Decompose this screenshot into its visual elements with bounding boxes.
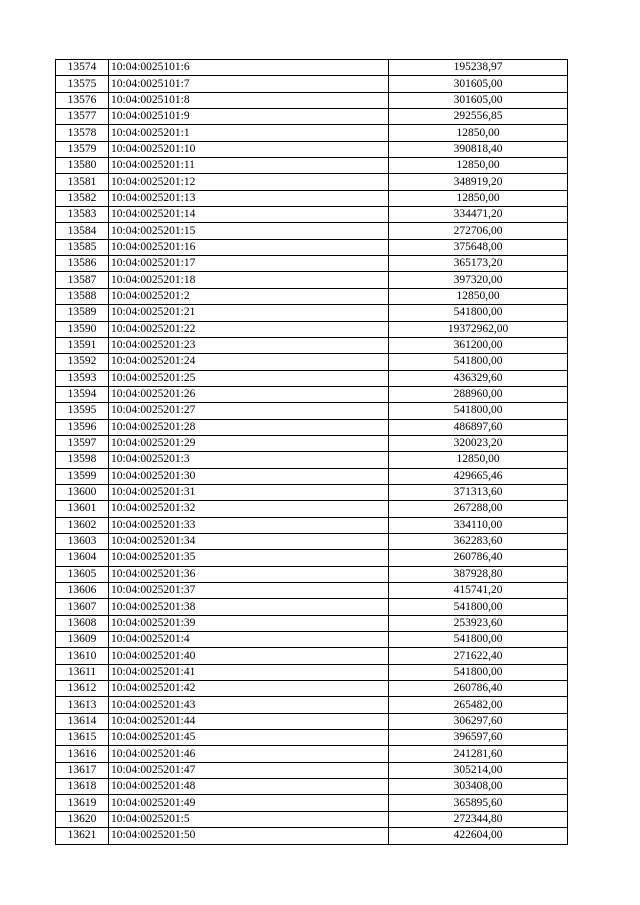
table-row [56,256,568,272]
table-row [56,615,568,631]
cadastral-number-cell: 10:04:0025201:14 [109,207,389,223]
cadastral-number-cell: 10:04:0025201:34 [109,533,389,549]
table-row [56,60,568,76]
table-row [56,828,568,844]
amount-cell: 361200,00 [389,337,568,353]
row-number-cell: 13576 [56,92,109,108]
cadastral-number-cell: 10:04:0025201:23 [109,337,389,353]
cadastral-number-cell: 10:04:0025101:7 [109,76,389,92]
cadastral-number-cell: 10:04:0025201:30 [109,468,389,484]
row-number-cell: 13617 [56,762,109,778]
row-number-cell: 13605 [56,566,109,582]
amount-cell: 371313,60 [389,484,568,500]
table-row [56,648,568,664]
amount-cell: 486897,60 [389,419,568,435]
amount-cell: 375648,00 [389,239,568,255]
table-row [56,223,568,239]
row-number-cell: 13616 [56,746,109,762]
amount-cell: 253923,60 [389,615,568,631]
table-row [56,730,568,746]
table-row [56,533,568,549]
cadastral-number-cell: 10:04:0025201:21 [109,305,389,321]
row-number-cell: 13593 [56,370,109,386]
table-row [56,501,568,517]
amount-cell: 260786,40 [389,681,568,697]
table-row [56,795,568,811]
row-number-cell: 13601 [56,501,109,517]
cadastral-number-cell: 10:04:0025201:15 [109,223,389,239]
cadastral-number-cell: 10:04:0025201:16 [109,239,389,255]
amount-cell: 292556,85 [389,109,568,125]
cadastral-number-cell: 10:04:0025201:33 [109,517,389,533]
row-number-cell: 13615 [56,730,109,746]
row-number-cell: 13583 [56,207,109,223]
table-row [56,435,568,451]
cadastral-number-cell: 10:04:0025201:12 [109,174,389,190]
cadastral-number-cell: 10:04:0025201:38 [109,599,389,615]
table-row [56,632,568,648]
amount-cell: 429665,46 [389,468,568,484]
row-number-cell: 13579 [56,141,109,157]
row-number-cell: 13581 [56,174,109,190]
amount-cell: 265482,00 [389,697,568,713]
amount-cell: 541800,00 [389,354,568,370]
row-number-cell: 13578 [56,125,109,141]
cadastral-number-cell: 10:04:0025201:5 [109,811,389,827]
table-row [56,811,568,827]
amount-cell: 195238,97 [389,60,568,76]
amount-cell: 301605,00 [389,76,568,92]
row-number-cell: 13607 [56,599,109,615]
amount-cell: 12850,00 [389,158,568,174]
row-number-cell: 13597 [56,435,109,451]
cadastral-number-cell: 10:04:0025101:6 [109,60,389,76]
cadastral-number-cell: 10:04:0025201:25 [109,370,389,386]
cadastral-number-cell: 10:04:0025201:3 [109,452,389,468]
table-row [56,141,568,157]
table-row [56,583,568,599]
amount-cell: 320023,20 [389,435,568,451]
table-row [56,517,568,533]
cadastral-number-cell: 10:04:0025201:29 [109,435,389,451]
table-row [56,370,568,386]
cadastral-number-cell: 10:04:0025201:17 [109,256,389,272]
table-row [56,779,568,795]
amount-cell: 365173,20 [389,256,568,272]
amount-cell: 541800,00 [389,632,568,648]
cadastral-number-cell: 10:04:0025101:8 [109,92,389,108]
table-row [56,599,568,615]
amount-cell: 272706,00 [389,223,568,239]
row-number-cell: 13598 [56,452,109,468]
cadastral-number-cell: 10:04:0025201:44 [109,713,389,729]
table-row [56,468,568,484]
table-row [56,664,568,680]
row-number-cell: 13594 [56,386,109,402]
cadastral-number-cell: 10:04:0025201:42 [109,681,389,697]
amount-cell: 397320,00 [389,272,568,288]
amount-cell: 306297,60 [389,713,568,729]
amount-cell: 334471,20 [389,207,568,223]
amount-cell: 267288,00 [389,501,568,517]
row-number-cell: 13584 [56,223,109,239]
table-row [56,190,568,206]
cadastral-number-cell: 10:04:0025201:37 [109,583,389,599]
cadastral-number-cell: 10:04:0025201:4 [109,632,389,648]
cadastral-number-cell: 10:04:0025201:47 [109,762,389,778]
amount-cell: 348919,20 [389,174,568,190]
amount-cell: 396597,60 [389,730,568,746]
table-row [56,762,568,778]
row-number-cell: 13618 [56,779,109,795]
row-number-cell: 13592 [56,354,109,370]
cadastral-number-cell: 10:04:0025201:27 [109,403,389,419]
row-number-cell: 13620 [56,811,109,827]
cadastral-number-cell: 10:04:0025201:45 [109,730,389,746]
row-number-cell: 13574 [56,60,109,76]
table-row [56,272,568,288]
row-number-cell: 13608 [56,615,109,631]
table-row [56,386,568,402]
cadastral-number-cell: 10:04:0025201:24 [109,354,389,370]
row-number-cell: 13606 [56,583,109,599]
table-row [56,713,568,729]
row-number-cell: 13614 [56,713,109,729]
table-row [56,92,568,108]
row-number-cell: 13595 [56,403,109,419]
amount-cell: 12850,00 [389,452,568,468]
table-row [56,550,568,566]
cadastral-number-cell: 10:04:0025201:2 [109,288,389,304]
row-number-cell: 13619 [56,795,109,811]
amount-cell: 390818,40 [389,141,568,157]
table-row [56,746,568,762]
row-number-cell: 13575 [56,76,109,92]
row-number-cell: 13577 [56,109,109,125]
cadastral-number-cell: 10:04:0025101:9 [109,109,389,125]
data-table [55,59,568,845]
table-row [56,354,568,370]
amount-cell: 362283,60 [389,533,568,549]
row-number-cell: 13602 [56,517,109,533]
amount-cell: 12850,00 [389,125,568,141]
table-row [56,207,568,223]
amount-cell: 334110,00 [389,517,568,533]
amount-cell: 541800,00 [389,403,568,419]
amount-cell: 241281,60 [389,746,568,762]
amount-cell: 305214,00 [389,762,568,778]
amount-cell: 19372962,00 [389,321,568,337]
amount-cell: 541800,00 [389,664,568,680]
amount-cell: 436329,60 [389,370,568,386]
table-row [56,158,568,174]
amount-cell: 365895,60 [389,795,568,811]
table-row [56,419,568,435]
cadastral-number-cell: 10:04:0025201:43 [109,697,389,713]
table-row [56,239,568,255]
table-row [56,566,568,582]
table-row [56,484,568,500]
row-number-cell: 13609 [56,632,109,648]
amount-cell: 415741,20 [389,583,568,599]
amount-cell: 260786,40 [389,550,568,566]
cadastral-number-cell: 10:04:0025201:18 [109,272,389,288]
cadastral-number-cell: 10:04:0025201:36 [109,566,389,582]
table-row [56,697,568,713]
cadastral-number-cell: 10:04:0025201:10 [109,141,389,157]
cadastral-number-cell: 10:04:0025201:50 [109,828,389,844]
cadastral-number-cell: 10:04:0025201:35 [109,550,389,566]
row-number-cell: 13611 [56,664,109,680]
row-number-cell: 13610 [56,648,109,664]
row-number-cell: 13600 [56,484,109,500]
row-number-cell: 13582 [56,190,109,206]
cadastral-number-cell: 10:04:0025201:41 [109,664,389,680]
amount-cell: 12850,00 [389,288,568,304]
cadastral-number-cell: 10:04:0025201:11 [109,158,389,174]
row-number-cell: 13580 [56,158,109,174]
table-row [56,403,568,419]
row-number-cell: 13596 [56,419,109,435]
row-number-cell: 13599 [56,468,109,484]
row-number-cell: 13590 [56,321,109,337]
row-number-cell: 13612 [56,681,109,697]
cadastral-number-cell: 10:04:0025201:48 [109,779,389,795]
row-number-cell: 13591 [56,337,109,353]
amount-cell: 12850,00 [389,190,568,206]
table-row [56,174,568,190]
cadastral-number-cell: 10:04:0025201:28 [109,419,389,435]
table-body [56,60,568,845]
row-number-cell: 13588 [56,288,109,304]
table-row [56,305,568,321]
cadastral-number-cell: 10:04:0025201:22 [109,321,389,337]
cadastral-number-cell: 10:04:0025201:46 [109,746,389,762]
table-row [56,76,568,92]
amount-cell: 541800,00 [389,305,568,321]
cadastral-number-cell: 10:04:0025201:32 [109,501,389,517]
row-number-cell: 13604 [56,550,109,566]
amount-cell: 303408,00 [389,779,568,795]
cadastral-number-cell: 10:04:0025201:40 [109,648,389,664]
cadastral-number-cell: 10:04:0025201:26 [109,386,389,402]
table-row [56,337,568,353]
row-number-cell: 13603 [56,533,109,549]
cadastral-number-cell: 10:04:0025201:31 [109,484,389,500]
table-row [56,109,568,125]
table-row [56,452,568,468]
amount-cell: 301605,00 [389,92,568,108]
amount-cell: 272344,80 [389,811,568,827]
row-number-cell: 13586 [56,256,109,272]
cadastral-number-cell: 10:04:0025201:1 [109,125,389,141]
cadastral-number-cell: 10:04:0025201:39 [109,615,389,631]
amount-cell: 422604,00 [389,828,568,844]
amount-cell: 288960,00 [389,386,568,402]
amount-cell: 271622,40 [389,648,568,664]
table-row [56,681,568,697]
table-row [56,125,568,141]
row-number-cell: 13589 [56,305,109,321]
table-row [56,288,568,304]
row-number-cell: 13621 [56,828,109,844]
table-row [56,321,568,337]
row-number-cell: 13613 [56,697,109,713]
row-number-cell: 13585 [56,239,109,255]
cadastral-number-cell: 10:04:0025201:13 [109,190,389,206]
amount-cell: 541800,00 [389,599,568,615]
cadastral-number-cell: 10:04:0025201:49 [109,795,389,811]
row-number-cell: 13587 [56,272,109,288]
amount-cell: 387928,80 [389,566,568,582]
